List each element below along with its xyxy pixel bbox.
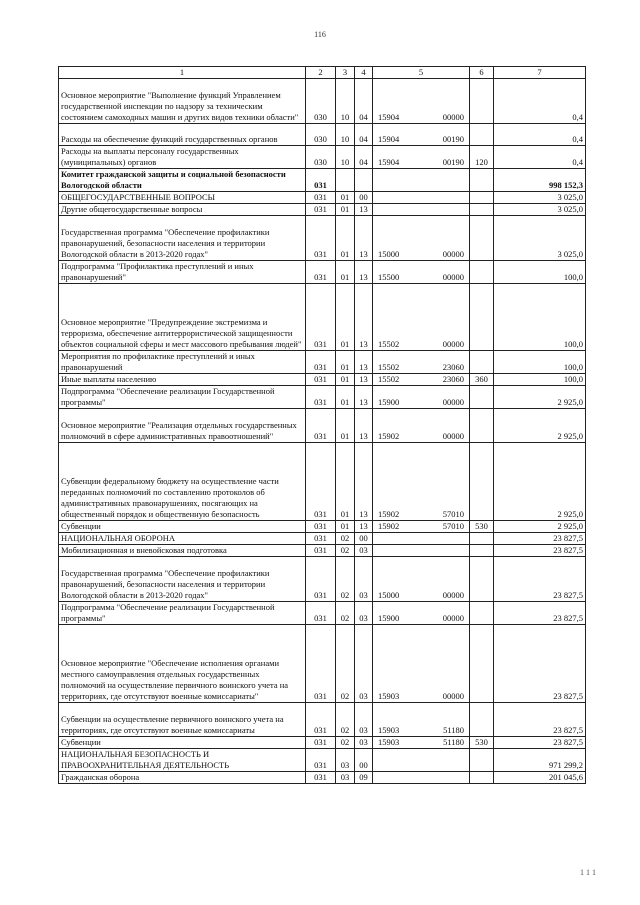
row-subsection-code: 04 [355, 146, 373, 169]
table-row [59, 533, 586, 545]
table-body [59, 79, 586, 784]
row-target-code [373, 442, 470, 520]
row-expense-type [470, 601, 494, 624]
target-subprogram: 9 [386, 509, 391, 520]
row-amount: 3 025,0 [494, 216, 586, 261]
row-section-code: 01 [336, 216, 355, 261]
table-row [59, 260, 586, 283]
row-name: НАЦИОНАЛЬНАЯ БЕЗОПАСНОСТЬ И ПРАВООХРАНИТЕЛЬНАЯ ДЕЯТЕЛЬНОСТЬ [59, 748, 306, 771]
table-row [59, 146, 586, 169]
target-direction: 00190 [442, 157, 464, 168]
table-row [59, 521, 586, 533]
row-section-code: 01 [336, 260, 355, 283]
target-direction: 00000 [442, 430, 464, 441]
target-program: 15 [378, 374, 387, 385]
row-amount: 201 045,6 [494, 771, 586, 783]
table-row [59, 204, 586, 216]
target-measure: 04 [390, 157, 400, 168]
target-direction: 00190 [442, 134, 464, 145]
row-expense-type [470, 123, 494, 145]
row-target-code [373, 748, 470, 771]
row-expense-type [470, 703, 494, 737]
row-admin-code: 031 [306, 283, 336, 350]
row-target-code [373, 351, 470, 374]
row-subsection-code: 13 [355, 442, 373, 520]
row-subsection-code: 13 [355, 260, 373, 283]
row-target-code [373, 521, 470, 533]
row-admin-code: 031 [306, 386, 336, 409]
row-subsection-code: 04 [355, 123, 373, 145]
row-subsection-code: 03 [355, 624, 373, 702]
row-amount: 23 827,5 [494, 545, 586, 557]
row-admin-code: 031 [306, 736, 336, 748]
row-expense-type [470, 771, 494, 783]
row-amount: 23 827,5 [494, 703, 586, 737]
row-name: Иные выплаты населению [59, 374, 306, 386]
row-admin-code: 031 [306, 521, 336, 533]
row-name: Основное мероприятие "Предупреждение экстремизма и терроризма, обеспечение антитеррористической защищенности объектов социальной сферы и мест массового пребывания людей" [59, 283, 306, 350]
target-program: 15 [378, 691, 387, 702]
row-expense-type [470, 283, 494, 350]
target-program: 15 [378, 111, 387, 122]
row-section-code: 02 [336, 557, 355, 602]
row-name: Гражданская оборона [59, 771, 306, 783]
row-expense-type [470, 409, 494, 443]
table-row [59, 216, 586, 261]
row-target-code [373, 545, 470, 557]
row-expense-type [470, 557, 494, 602]
row-section-code: 01 [336, 374, 355, 386]
table-row [59, 374, 586, 386]
target-direction: 51180 [443, 736, 464, 747]
target-measure: 03 [390, 691, 400, 702]
target-program: 15 [378, 589, 387, 600]
target-program: 15 [378, 430, 387, 441]
target-measure: 02 [390, 509, 400, 520]
row-admin-code: 031 [306, 557, 336, 602]
row-expense-type [470, 442, 494, 520]
target-subprogram: 9 [386, 157, 391, 168]
row-expense-type [470, 79, 494, 124]
row-subsection-code: 00 [355, 192, 373, 204]
row-section-code: 01 [336, 442, 355, 520]
row-name: Субвенции [59, 736, 306, 748]
target-direction: 00000 [442, 339, 464, 350]
target-subprogram: 5 [386, 362, 391, 373]
target-measure: 00 [390, 612, 400, 623]
row-target-code [373, 192, 470, 204]
target-direction: 57010 [442, 521, 464, 532]
row-admin-code: 031 [306, 442, 336, 520]
header-col-6: 6 [470, 67, 494, 79]
target-measure: 00 [390, 248, 400, 259]
target-measure: 02 [390, 339, 400, 350]
row-target-code [373, 771, 470, 783]
row-admin-code: 031 [306, 192, 336, 204]
row-subsection-code: 03 [355, 557, 373, 602]
table-row [59, 771, 586, 783]
row-admin-code: 031 [306, 533, 336, 545]
table-row [59, 601, 586, 624]
target-subprogram: 9 [386, 134, 391, 145]
row-section-code: 02 [336, 545, 355, 557]
row-name: Субвенции федеральному бюджету на осуществление части переданных полномочий по составлению протоколов об административных правонарушениях, посягающих на общественный порядок и общественную безопасность [59, 442, 306, 520]
target-direction: 00000 [442, 589, 464, 600]
row-admin-code: 031 [306, 601, 336, 624]
row-expense-type: 530 [470, 736, 494, 748]
row-target-code [373, 533, 470, 545]
row-target-code [373, 703, 470, 737]
table-row [59, 703, 586, 737]
target-program: 15 [378, 271, 387, 282]
row-admin-code: 031 [306, 748, 336, 771]
row-amount: 100,0 [494, 351, 586, 374]
row-subsection-code: 13 [355, 374, 373, 386]
target-subprogram: 5 [386, 339, 391, 350]
target-program: 15 [378, 339, 387, 350]
row-amount: 2 925,0 [494, 409, 586, 443]
row-amount: 0,4 [494, 146, 586, 169]
target-measure: 04 [390, 134, 400, 145]
row-target-code [373, 601, 470, 624]
row-admin-code: 030 [306, 146, 336, 169]
target-direction: 00000 [442, 248, 464, 259]
target-program: 15 [378, 612, 387, 623]
row-amount: 100,0 [494, 283, 586, 350]
row-amount: 3 025,0 [494, 204, 586, 216]
row-admin-code: 031 [306, 409, 336, 443]
row-admin-code: 030 [306, 79, 336, 124]
target-program: 15 [378, 157, 387, 168]
target-program: 15 [378, 736, 387, 747]
table-row [59, 736, 586, 748]
row-name: Мероприятия по профилактике преступлений и иных правонарушений [59, 351, 306, 374]
row-amount: 998 152,3 [494, 169, 586, 192]
table-row [59, 386, 586, 409]
target-direction: 57010 [442, 509, 464, 520]
header-col-7: 7 [494, 67, 586, 79]
row-expense-type [470, 624, 494, 702]
row-amount: 2 925,0 [494, 521, 586, 533]
row-section-code: 01 [336, 521, 355, 533]
row-name: Основное мероприятие "Обеспечение исполнения органами местного самоуправления отдельных государственных полномочий на осуществление первичного воинского учета на территориях, где отсутствуют военные комиссариаты" [59, 624, 306, 702]
target-subprogram: 9 [386, 691, 391, 702]
row-name: Комитет гражданской защиты и социальной безопасности Вологодской области [59, 169, 306, 192]
row-name: ОБЩЕГОСУДАРСТВЕННЫЕ ВОПРОСЫ [59, 192, 306, 204]
row-subsection-code: 13 [355, 409, 373, 443]
row-admin-code: 031 [306, 545, 336, 557]
table-row [59, 192, 586, 204]
row-section-code: 03 [336, 748, 355, 771]
target-measure: 00 [390, 271, 400, 282]
row-subsection-code: 03 [355, 601, 373, 624]
row-amount: 23 827,5 [494, 624, 586, 702]
row-name: Государственная программа "Обеспечение профилактики правонарушений, безопасности населения и территории Вологодской области в 2013-2020 годах" [59, 216, 306, 261]
row-subsection-code: 13 [355, 204, 373, 216]
target-subprogram: 5 [386, 271, 391, 282]
row-subsection-code: 04 [355, 79, 373, 124]
row-subsection-code [355, 169, 373, 192]
target-program: 15 [378, 509, 387, 520]
target-measure: 02 [390, 374, 400, 385]
row-section-code: 10 [336, 146, 355, 169]
row-section-code: 03 [336, 771, 355, 783]
target-measure: 00 [390, 397, 400, 408]
row-expense-type [470, 216, 494, 261]
table-row [59, 442, 586, 520]
row-section-code: 02 [336, 533, 355, 545]
row-target-code [373, 736, 470, 748]
row-target-code [373, 409, 470, 443]
row-name: Мобилизационная и вневойсковая подготовка [59, 545, 306, 557]
row-section-code: 01 [336, 192, 355, 204]
row-target-code [373, 123, 470, 145]
row-section-code: 01 [336, 351, 355, 374]
header-col-2: 2 [306, 67, 336, 79]
row-section-code [336, 169, 355, 192]
row-admin-code: 030 [306, 123, 336, 145]
header-row [59, 67, 586, 79]
row-name: Расходы на обеспечение функций государственных органов [59, 123, 306, 145]
table-row [59, 409, 586, 443]
row-subsection-code: 13 [355, 386, 373, 409]
target-direction: 51180 [443, 724, 464, 735]
target-direction: 23060 [442, 374, 464, 385]
row-amount: 0,4 [494, 79, 586, 124]
target-program: 15 [378, 521, 387, 532]
row-expense-type [470, 533, 494, 545]
row-section-code: 02 [336, 601, 355, 624]
table-row [59, 748, 586, 771]
row-section-code: 01 [336, 283, 355, 350]
row-target-code [373, 624, 470, 702]
target-program: 15 [378, 248, 387, 259]
target-program: 15 [378, 134, 387, 145]
row-target-code [373, 374, 470, 386]
target-direction: 00000 [442, 397, 464, 408]
row-subsection-code: 13 [355, 351, 373, 374]
row-subsection-code: 03 [355, 545, 373, 557]
row-admin-code: 031 [306, 351, 336, 374]
row-target-code [373, 260, 470, 283]
target-subprogram: 9 [386, 430, 391, 441]
row-expense-type [470, 545, 494, 557]
target-measure: 00 [390, 589, 400, 600]
row-target-code [373, 146, 470, 169]
footer-mark: 1 1 1 [580, 868, 596, 877]
target-measure: 04 [390, 111, 400, 122]
target-program: 15 [378, 397, 387, 408]
row-section-code: 01 [336, 204, 355, 216]
row-subsection-code: 00 [355, 533, 373, 545]
row-subsection-code: 00 [355, 748, 373, 771]
row-amount: 23 827,5 [494, 601, 586, 624]
row-name: Подпрограмма "Профилактика преступлений и иных правонарушений" [59, 260, 306, 283]
row-amount: 23 827,5 [494, 533, 586, 545]
row-admin-code: 031 [306, 624, 336, 702]
target-measure: 02 [390, 430, 400, 441]
row-amount: 3 025,0 [494, 192, 586, 204]
row-expense-type [470, 351, 494, 374]
table-row [59, 79, 586, 124]
row-section-code: 02 [336, 736, 355, 748]
target-subprogram: 9 [386, 736, 391, 747]
target-subprogram: 5 [386, 374, 391, 385]
row-name: НАЦИОНАЛЬНАЯ ОБОРОНА [59, 533, 306, 545]
row-amount: 23 827,5 [494, 736, 586, 748]
row-subsection-code: 13 [355, 216, 373, 261]
row-target-code [373, 283, 470, 350]
target-subprogram: 9 [386, 521, 391, 532]
row-amount: 971 299,2 [494, 748, 586, 771]
page-number: 116 [314, 30, 326, 39]
row-target-code [373, 204, 470, 216]
target-subprogram: 9 [386, 612, 391, 623]
header-col-5: 5 [373, 67, 470, 79]
target-direction: 23060 [442, 362, 464, 373]
row-expense-type [470, 204, 494, 216]
target-program: 15 [378, 362, 387, 373]
row-section-code: 01 [336, 409, 355, 443]
row-section-code: 10 [336, 79, 355, 124]
row-target-code [373, 216, 470, 261]
row-expense-type [470, 192, 494, 204]
row-admin-code: 031 [306, 216, 336, 261]
row-name: Основное мероприятие "Реализация отдельных государственных полномочий в сфере административных правоотношений" [59, 409, 306, 443]
row-amount: 2 925,0 [494, 442, 586, 520]
target-direction: 00000 [442, 691, 464, 702]
row-admin-code: 031 [306, 260, 336, 283]
row-target-code [373, 79, 470, 124]
row-amount: 23 827,5 [494, 557, 586, 602]
table-row [59, 283, 586, 350]
header-col-1: 1 [59, 67, 306, 79]
row-section-code: 10 [336, 123, 355, 145]
row-amount: 2 925,0 [494, 386, 586, 409]
target-measure: 02 [390, 521, 400, 532]
row-target-code [373, 169, 470, 192]
target-measure: 02 [390, 362, 400, 373]
row-section-code: 02 [336, 624, 355, 702]
row-expense-type [470, 260, 494, 283]
row-name: Расходы на выплаты персоналу государственных (муниципальных) органов [59, 146, 306, 169]
row-name: Подпрограмма "Обеспечение реализации Государственной программы" [59, 386, 306, 409]
row-admin-code: 031 [306, 204, 336, 216]
row-expense-type [470, 169, 494, 192]
target-subprogram: 0 [386, 589, 391, 600]
table-row [59, 545, 586, 557]
target-direction: 00000 [442, 612, 464, 623]
row-name: Основное мероприятие "Выполнение функций Управлением государственной инспекции по надзору за техническим состоянием самоходных машин и других видов техники области" [59, 79, 306, 124]
table-row [59, 624, 586, 702]
table-row [59, 123, 586, 145]
row-amount: 100,0 [494, 374, 586, 386]
row-name: Государственная программа "Обеспечение профилактики правонарушений, безопасности населения и территории Вологодской области в 2013-2020 годах" [59, 557, 306, 602]
row-name: Другие общегосударственные вопросы [59, 204, 306, 216]
row-subsection-code: 03 [355, 703, 373, 737]
target-measure: 03 [390, 736, 400, 747]
row-subsection-code: 03 [355, 736, 373, 748]
table-row [59, 557, 586, 602]
row-admin-code: 031 [306, 771, 336, 783]
target-subprogram: 9 [386, 724, 391, 735]
target-direction: 00000 [442, 111, 464, 122]
row-admin-code: 031 [306, 374, 336, 386]
row-name: Субвенции на осуществление первичного воинского учета на территориях, где отсутствуют военные комиссариаты [59, 703, 306, 737]
row-admin-code: 031 [306, 703, 336, 737]
row-target-code [373, 386, 470, 409]
row-admin-code: 031 [306, 169, 336, 192]
row-section-code: 01 [336, 386, 355, 409]
row-amount: 100,0 [494, 260, 586, 283]
target-subprogram: 0 [386, 248, 391, 259]
row-section-code: 02 [336, 703, 355, 737]
row-name: Субвенции [59, 521, 306, 533]
target-subprogram: 9 [386, 397, 391, 408]
row-subsection-code: 09 [355, 771, 373, 783]
row-target-code [373, 557, 470, 602]
budget-table [58, 66, 586, 784]
target-direction: 00000 [442, 271, 464, 282]
target-subprogram: 9 [386, 111, 391, 122]
target-measure: 03 [390, 724, 400, 735]
row-subsection-code: 13 [355, 283, 373, 350]
table-row [59, 169, 586, 192]
row-expense-type [470, 386, 494, 409]
row-expense-type: 530 [470, 521, 494, 533]
row-name: Подпрограмма "Обеспечение реализации Государственной программы" [59, 601, 306, 624]
row-expense-type [470, 748, 494, 771]
header-col-3: 3 [336, 67, 355, 79]
target-program: 15 [378, 724, 387, 735]
row-expense-type: 360 [470, 374, 494, 386]
row-subsection-code: 13 [355, 521, 373, 533]
header-col-4: 4 [355, 67, 373, 79]
table-row [59, 351, 586, 374]
row-expense-type: 120 [470, 146, 494, 169]
row-amount: 0,4 [494, 123, 586, 145]
